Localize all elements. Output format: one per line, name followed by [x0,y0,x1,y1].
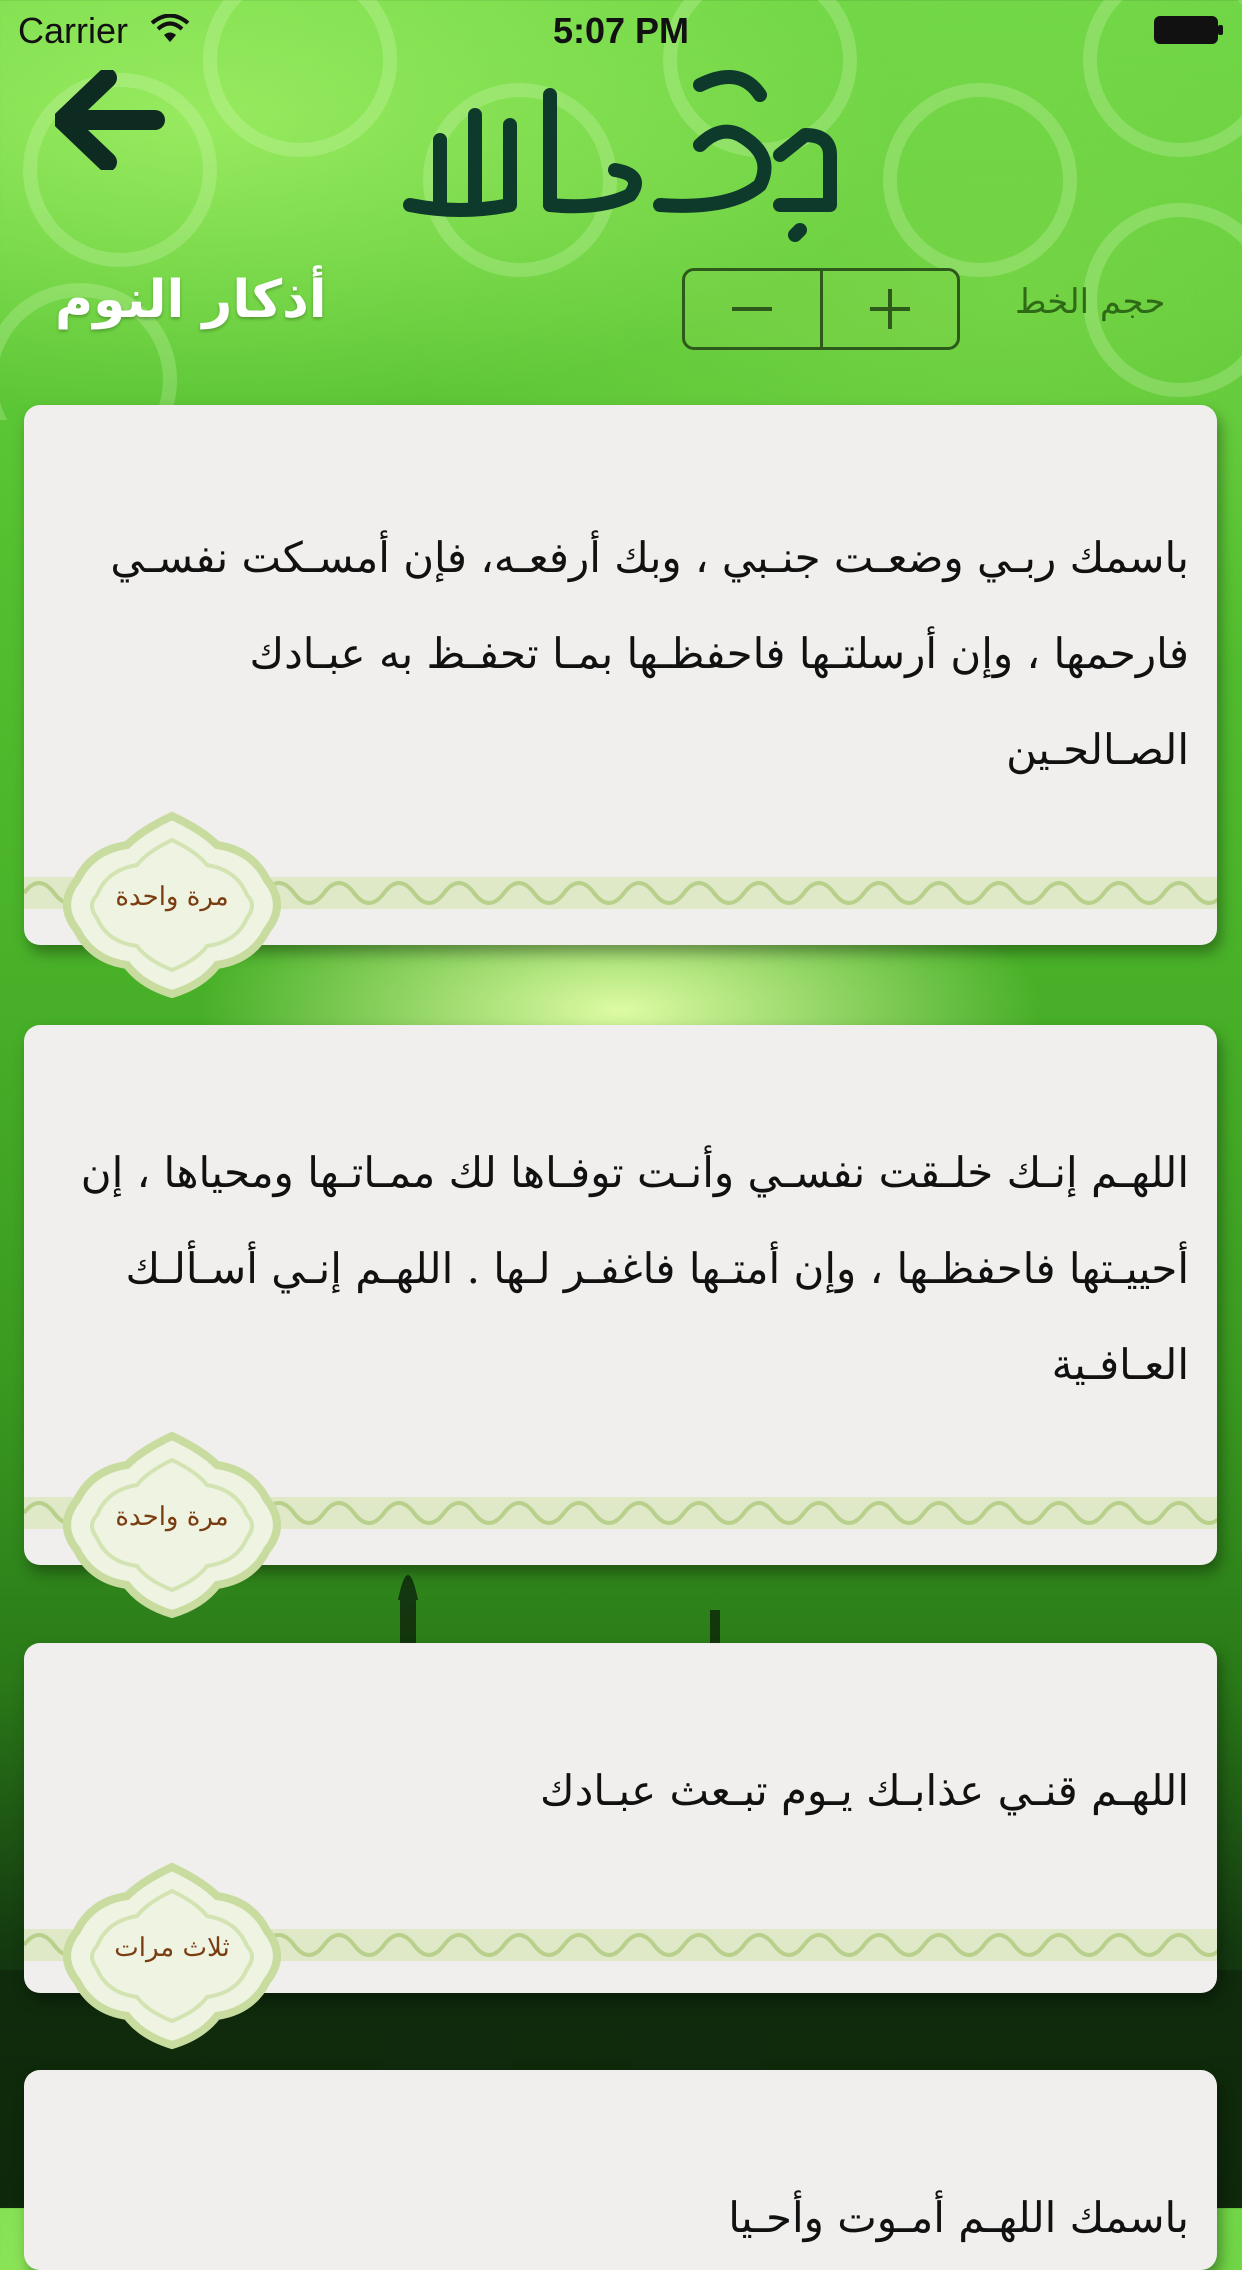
decrease-font-button[interactable] [685,271,820,347]
repeat-count-label: مرة واحدة [115,882,229,912]
app-logo [400,65,840,255]
repeat-count-label: ثلاث مرات [114,1933,230,1963]
plus-icon [865,284,915,334]
page-title: أذكار النوم [55,270,327,330]
font-size-control [682,268,960,350]
battery-icon [1154,16,1224,44]
arrow-left-icon [55,70,165,170]
status-time: 5:07 PM [552,10,690,51]
repeat-count-badge [52,1861,292,2051]
dhikr-text: باسمك ربـي وضعـت جنـبي ، وبك أرفعـه، فإن أمسـكت نفسـي فارحمها ، وإن أرسلتـها فاحفظـها بمـا تحفـظ به عبـادك الصـالحـين [110,533,1189,774]
dhikr-text: باسمك اللهـم أمـوت وأحـيا [728,2193,1189,2242]
carrier-label: Carrier [18,10,129,51]
increase-font-button[interactable] [820,271,958,347]
dhikr-card [24,2070,1217,2270]
repeat-count-label: مرة واحدة [115,1502,229,1532]
back-button[interactable] [55,70,165,170]
dhikr-text: اللهـم إنـك خلـقت نفسـي وأنـت توفـاها لك ممـاتـها ومحياها ، إن أحييـتها فاحفظـها ، وإن أمتـها فاغفـر لـها . اللهـم إنـي أسـألـك العـافـية [80,1148,1189,1389]
font-size-label: حجم الخط [1015,282,1166,322]
dhikr-card [24,1643,1217,1993]
repeat-count-badge [52,810,292,1000]
minus-icon [727,284,777,334]
repeat-count-badge [52,1430,292,1620]
dhikr-text: اللهـم قنـي عذابـك يـوم تبـعث عبـادك [540,1766,1189,1815]
status-bar [0,0,1242,60]
dhikr-card [24,405,1217,945]
dhikr-card [24,1025,1217,1565]
